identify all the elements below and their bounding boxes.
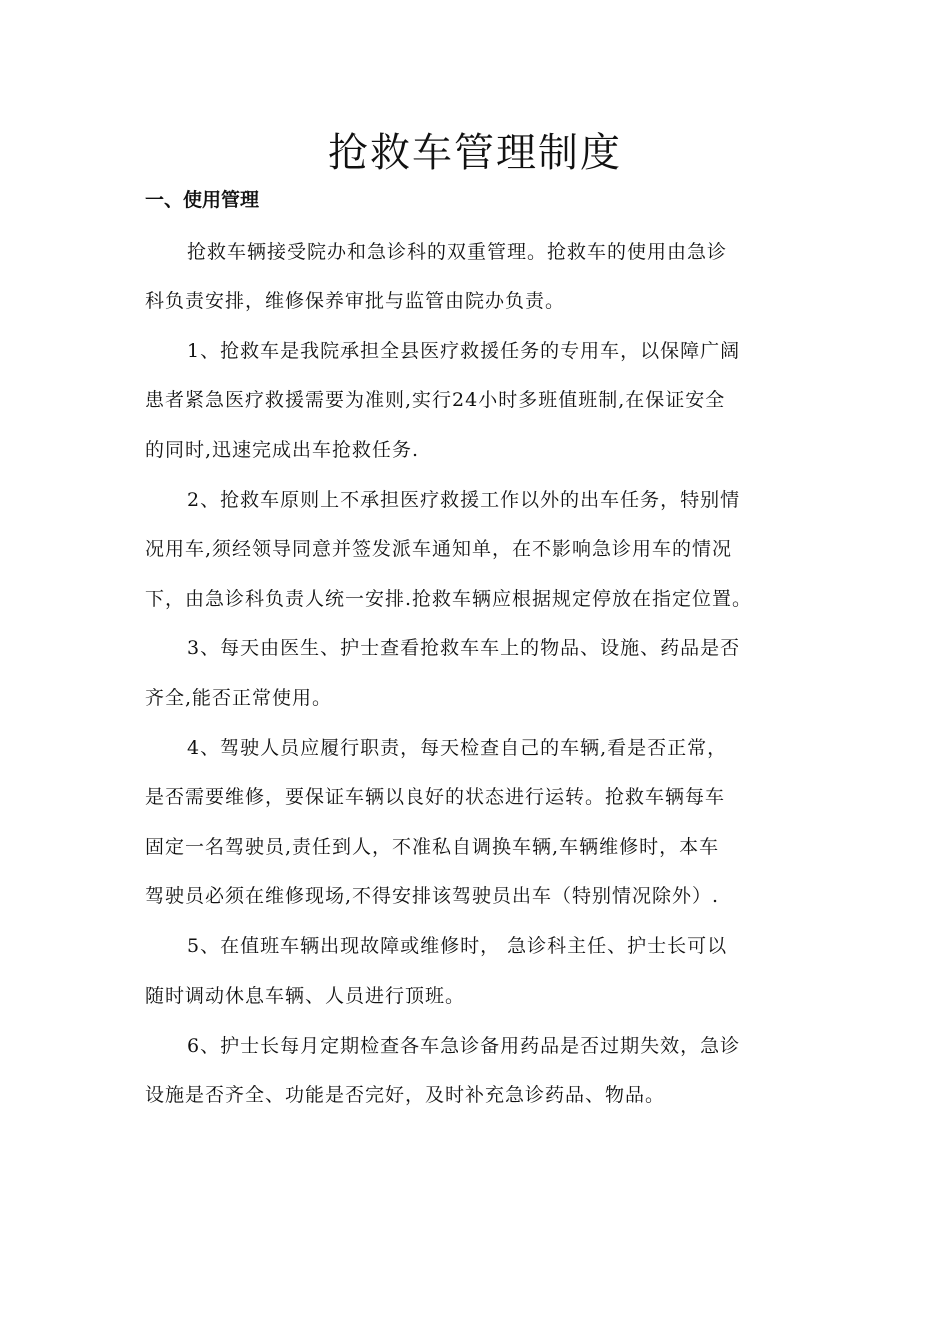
paragraph-line: 固定一名驾驶员,责任到人，不准私自调换车辆,车辆维修时，本车 bbox=[145, 836, 720, 858]
paragraph-line: 科负责安排，维修保养审批与监管由院办负责。 bbox=[145, 290, 566, 312]
paragraph-line: 3、每天由医生、护士查看抢救车车上的物品、设施、药品是否 bbox=[187, 637, 741, 659]
paragraph-line: 4、驾驶人员应履行职责，每天检查自己的车辆,看是否正常， bbox=[187, 737, 728, 759]
paragraph-line: 况用车,须经领导同意并签发派车通知单，在不影响急诊用车的情况 bbox=[145, 538, 733, 560]
paragraph-line: 是否需要维修，要保证车辆以良好的状态进行运转。抢救车辆每车 bbox=[145, 786, 726, 808]
paragraph-line: 患者紧急医疗救援需要为准则,实行24小时多班值班制,在保证安全 bbox=[145, 389, 726, 411]
paragraph-line: 下，由急诊科负责人统一安排.抢救车辆应根据规定停放在指定位置。 bbox=[145, 588, 753, 610]
paragraph-line: 1、抢救车是我院承担全县医疗救援任务的专用车，以保障广阔 bbox=[187, 340, 741, 362]
paragraph-line: 5、在值班车辆出现故障或维修时， 急诊科主任、护士长可以 bbox=[187, 935, 728, 957]
section-heading: 一、使用管理 bbox=[145, 189, 260, 211]
paragraph-line: 驾驶员必须在维修现场,不得安排该驾驶员出车（特别情况除外）. bbox=[145, 885, 720, 907]
paragraph-line: 抢救车辆接受院办和急诊科的双重管理。抢救车的使用由急诊 bbox=[187, 241, 728, 263]
paragraph-line: 2、抢救车原则上不承担医疗救援工作以外的出车任务，特别情 bbox=[187, 489, 741, 511]
paragraph-line: 设施是否齐全、功能是否完好，及时补充急诊药品、物品。 bbox=[145, 1084, 666, 1106]
paragraph-line: 6、护士长每月定期检查各车急诊备用药品是否过期失效，急诊 bbox=[187, 1035, 741, 1057]
paragraph-line: 的同时,迅速完成出车抢救任务. bbox=[145, 439, 420, 461]
paragraph-line: 齐全,能否正常使用。 bbox=[145, 687, 333, 709]
document-title: 抢救车管理制度 bbox=[328, 130, 622, 176]
paragraph-line: 随时调动休息车辆、人员进行顶班。 bbox=[145, 985, 466, 1007]
